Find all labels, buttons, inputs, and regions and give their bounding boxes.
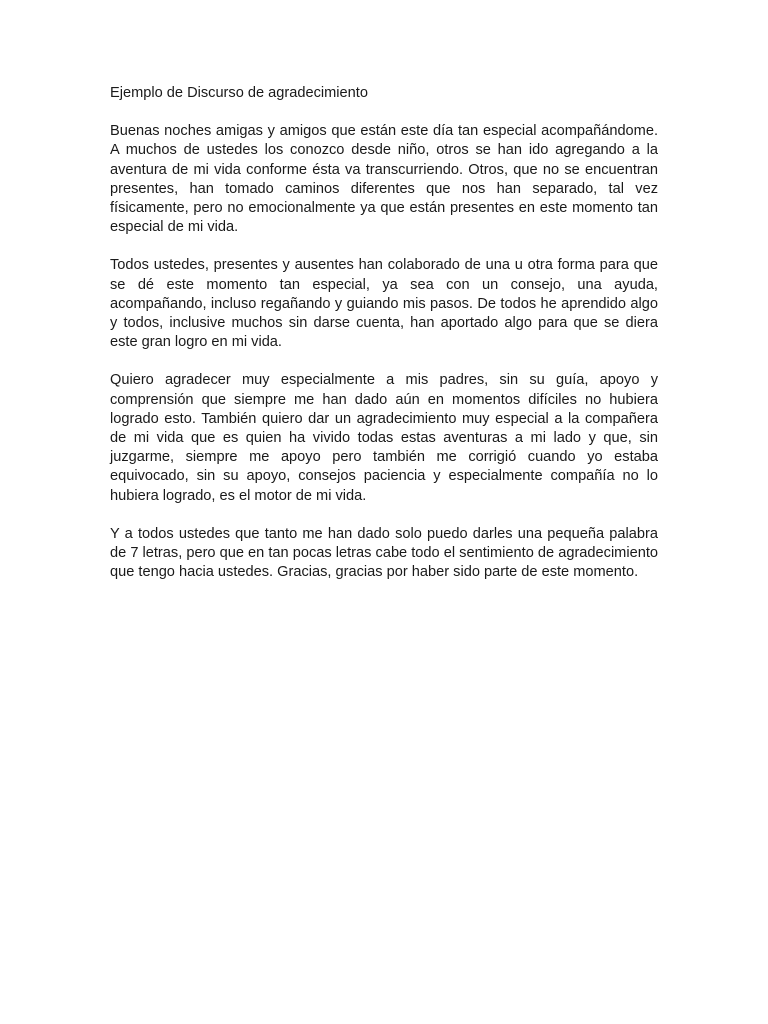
paragraph: Quiero agradecer muy especialmente a mis padres, sin su guía, apoyo y comprensión que siempre me han dado aún en momentos difíciles no hubiera logrado esto. También quiero dar un agradecimiento muy especial a la compañera de mi vida que es quien ha vivido todas estas aventuras a mi lado y que, sin juzgarme, siempre me apoyo pero también me corrigió cuando yo estaba equivocado, sin su apoyo, consejos paciencia y especialmente compañía no lo hubiera logrado, es el motor de mi vida.: [110, 372, 658, 504]
document-body: [110, 84, 658, 601]
paragraph: Todos ustedes, presentes y ausentes han colaborado de una u otra forma para que se dé este momento tan especial, ya sea con un consejo, una ayuda, acompañando, incluso regañando y guiando mis pasos. De todos he aprendido algo y todos, inclusive muchos sin darse cuenta, han aportado algo para que se diera este gran logro en mi vida.: [110, 257, 658, 351]
paragraph: Y a todos ustedes que tanto me han dado solo puedo darles una pequeña palabra de 7 letras, pero que en tan pocas letras cabe todo el sentimiento de agradecimiento que tengo hacia ustedes. Gracias, gracias por haber sido parte de este momento.: [110, 525, 658, 581]
paragraph: Buenas noches amigas y amigos que están este día tan especial acompañándome. A muchos de ustedes los conozco desde niño, otros se han ido agregando a la aventura de mi vida conforme ésta va transcurriendo. Otros, que no se encuentran presentes, han tomado caminos diferentes que nos han separado, tal vez físicamente, pero no emocionalmente ya que están presentes en este momento tan especial de mi vida.: [110, 123, 658, 236]
document-title: Ejemplo de Discurso de agradecimiento: [110, 85, 368, 101]
